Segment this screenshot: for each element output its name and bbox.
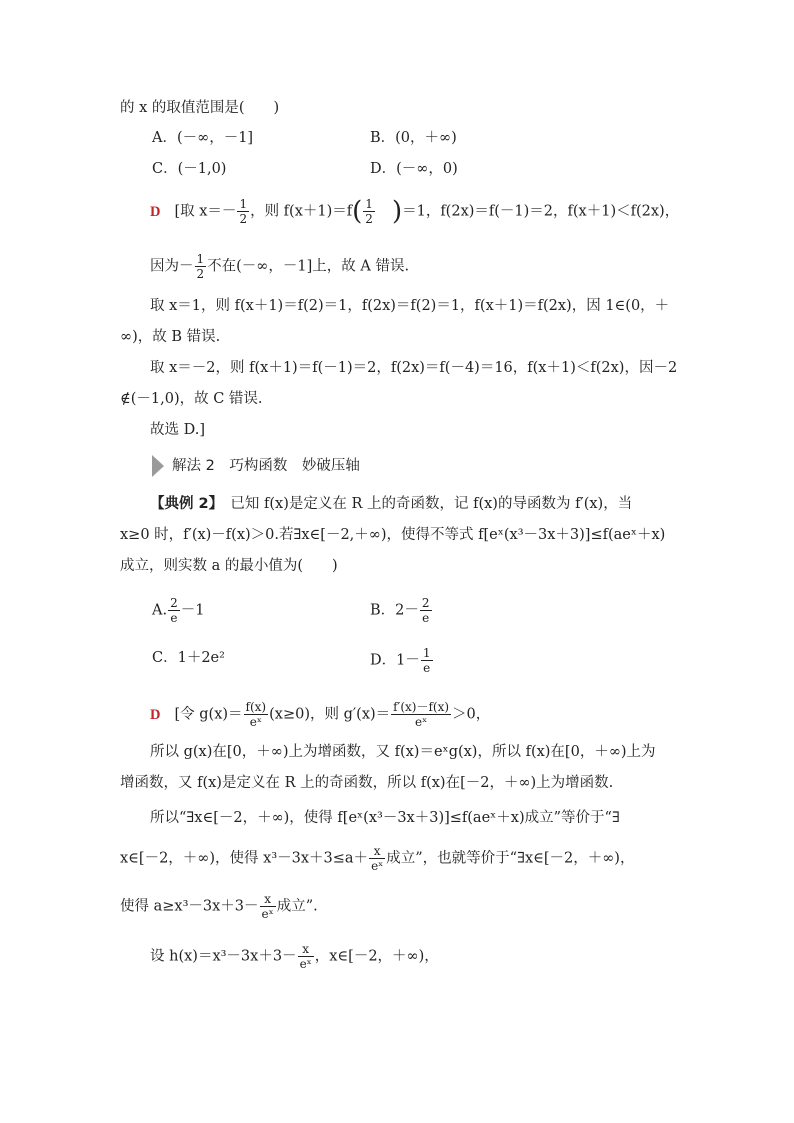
q1-solution-line-1	[150, 197, 679, 226]
q1-option-b: B．(0，＋∞)	[370, 130, 457, 146]
q2-answer-letter: D	[150, 706, 161, 723]
q2-solution-line-2: 所以 g(x)在[0，＋∞)上为增函数，又 f(x)＝eˣg(x)，所以 f(x)在[0，＋∞)上为	[150, 744, 656, 760]
q2-solution-line-6: 使得 a≥x³－3x＋3－ $\frac{x}{\text{eˣ}}$ 成立”.	[120, 892, 318, 921]
q2-stem-line-3: 成立，则实数 a 的最小值为( )	[120, 558, 338, 574]
q2-option-b: B．2－ $\frac{2}{e}$	[370, 596, 430, 625]
right-paren: )	[391, 196, 403, 227]
fraction: $\frac{f(x)}{\text{eˣ}}$	[245, 700, 267, 729]
q2-solution-line-3: 增函数，又 f(x)是定义在 R 上的奇函数，所以 f(x)在[－2，＋∞)上为增函数.	[120, 775, 614, 791]
q2-stem-text: 已知 f(x)是定义在 R 上的奇函数，记 f(x)的导函数为 f′(x)，当	[215, 496, 633, 512]
q2-stem-line-2: x≥0 时，f′(x)－f(x)＞0.若∃x∈[－2,＋∞)，使得不等式 f[eˣ(x³－3x＋3)]≤f(aeˣ＋x)	[120, 527, 666, 543]
q2-option-c: C．1＋2e²	[152, 650, 225, 666]
q1-solution-line-2	[150, 252, 409, 281]
left-paren: (	[352, 196, 363, 227]
q2-solution-line-5: x∈[－2，＋∞)，使得 x³－3x＋3≤a＋ $\frac{x}{\text{eˣ}}$ 成立”，也就等价于“∃x∈[－2，＋∞)，	[120, 844, 635, 873]
fraction: $\frac{1}{2}$	[365, 197, 373, 226]
q1-sol-text: ，则 f(x＋1)＝f	[250, 203, 353, 220]
fraction: $\frac{1}{2}$	[196, 252, 205, 281]
q1-sol-text: 因为－	[150, 258, 194, 275]
q2-solution-line-7: 设 h(x)＝x³－3x＋3－ $\frac{x}{\text{eˣ}}$ ，x∈[－2，＋∞)，	[150, 942, 439, 971]
q1-option-a: A．(－∞，－1]	[152, 130, 254, 146]
q2-solution-line-4: 所以“∃x∈[－2，＋∞)，使得 f[eˣ(x³－3x＋3)]≤f(aeˣ＋x)成立”等价于“∃	[150, 810, 620, 826]
fraction: $\frac{x}{\text{eˣ}}$	[299, 942, 312, 971]
q1-option-c: C．(－1,0)	[152, 161, 227, 177]
q2-sol-text: (x≥0)，则 g′(x)＝	[269, 706, 391, 723]
q2-stem-line-1	[150, 494, 632, 514]
q1-sol-text: 不在(－∞，－1]上，故 A 错误.	[207, 258, 410, 275]
fraction: $\frac{1}{2}$	[239, 197, 248, 226]
q1-solution-line-6: ∉(－1,0)，故 C 错误.	[120, 391, 263, 407]
q1-sol-text: ＝1，f(2x)＝f(－1)＝2，f(x＋1)＜f(2x)，	[402, 203, 680, 220]
example-label: 【典例 2】	[150, 496, 216, 512]
q1-answer-letter: D	[150, 203, 161, 220]
fraction: $\frac{f'(x)-f(x)}{\text{eˣ}}$	[393, 700, 450, 729]
q1-solution-line-5: 取 x＝－2，则 f(x＋1)＝f(－1)＝2，f(2x)＝f(－4)＝16，f(x＋1)＜f(2x)，因－2	[150, 360, 678, 376]
fraction: $\frac{x}{\text{eˣ}}$	[261, 892, 274, 921]
fraction: $\frac{2}{e}$	[170, 596, 178, 625]
fraction: $\frac{x}{\text{eˣ}}$	[371, 844, 384, 873]
q1-solution-line-7: 故选 D.]	[150, 422, 205, 438]
q1-solution-line-3: 取 x＝1，则 f(x＋1)＝f(2)＝1，f(2x)＝f(2)＝1，f(x＋1)＝f(2x)，因 1∈(0，＋	[150, 298, 670, 314]
q2-option-d: D．1－ $\frac{1}{e}$	[370, 646, 431, 675]
q2-sol-text: ＞0，	[452, 706, 491, 723]
section-title: 解法 2 巧构函数 妙破压轴	[172, 458, 360, 474]
section-header	[152, 454, 392, 478]
fraction: $\frac{2}{e}$	[421, 596, 430, 625]
q1-solution-line-4: ∞)，故 B 错误.	[120, 329, 221, 345]
q1-stem-tail: 的 x 的取值范围是( )	[120, 100, 280, 116]
q2-solution-line-1	[150, 700, 490, 729]
q2-option-a: A. $\frac{2}{e}$ －1	[152, 596, 205, 625]
q2-sol-text: [令 g(x)＝	[174, 706, 243, 723]
fraction: $\frac{1}{e}$	[422, 646, 431, 675]
triangle-marker-icon	[152, 455, 164, 477]
q1-sol-text: [取 x＝－	[174, 203, 237, 220]
q1-option-d: D．(－∞，0)	[370, 161, 458, 177]
